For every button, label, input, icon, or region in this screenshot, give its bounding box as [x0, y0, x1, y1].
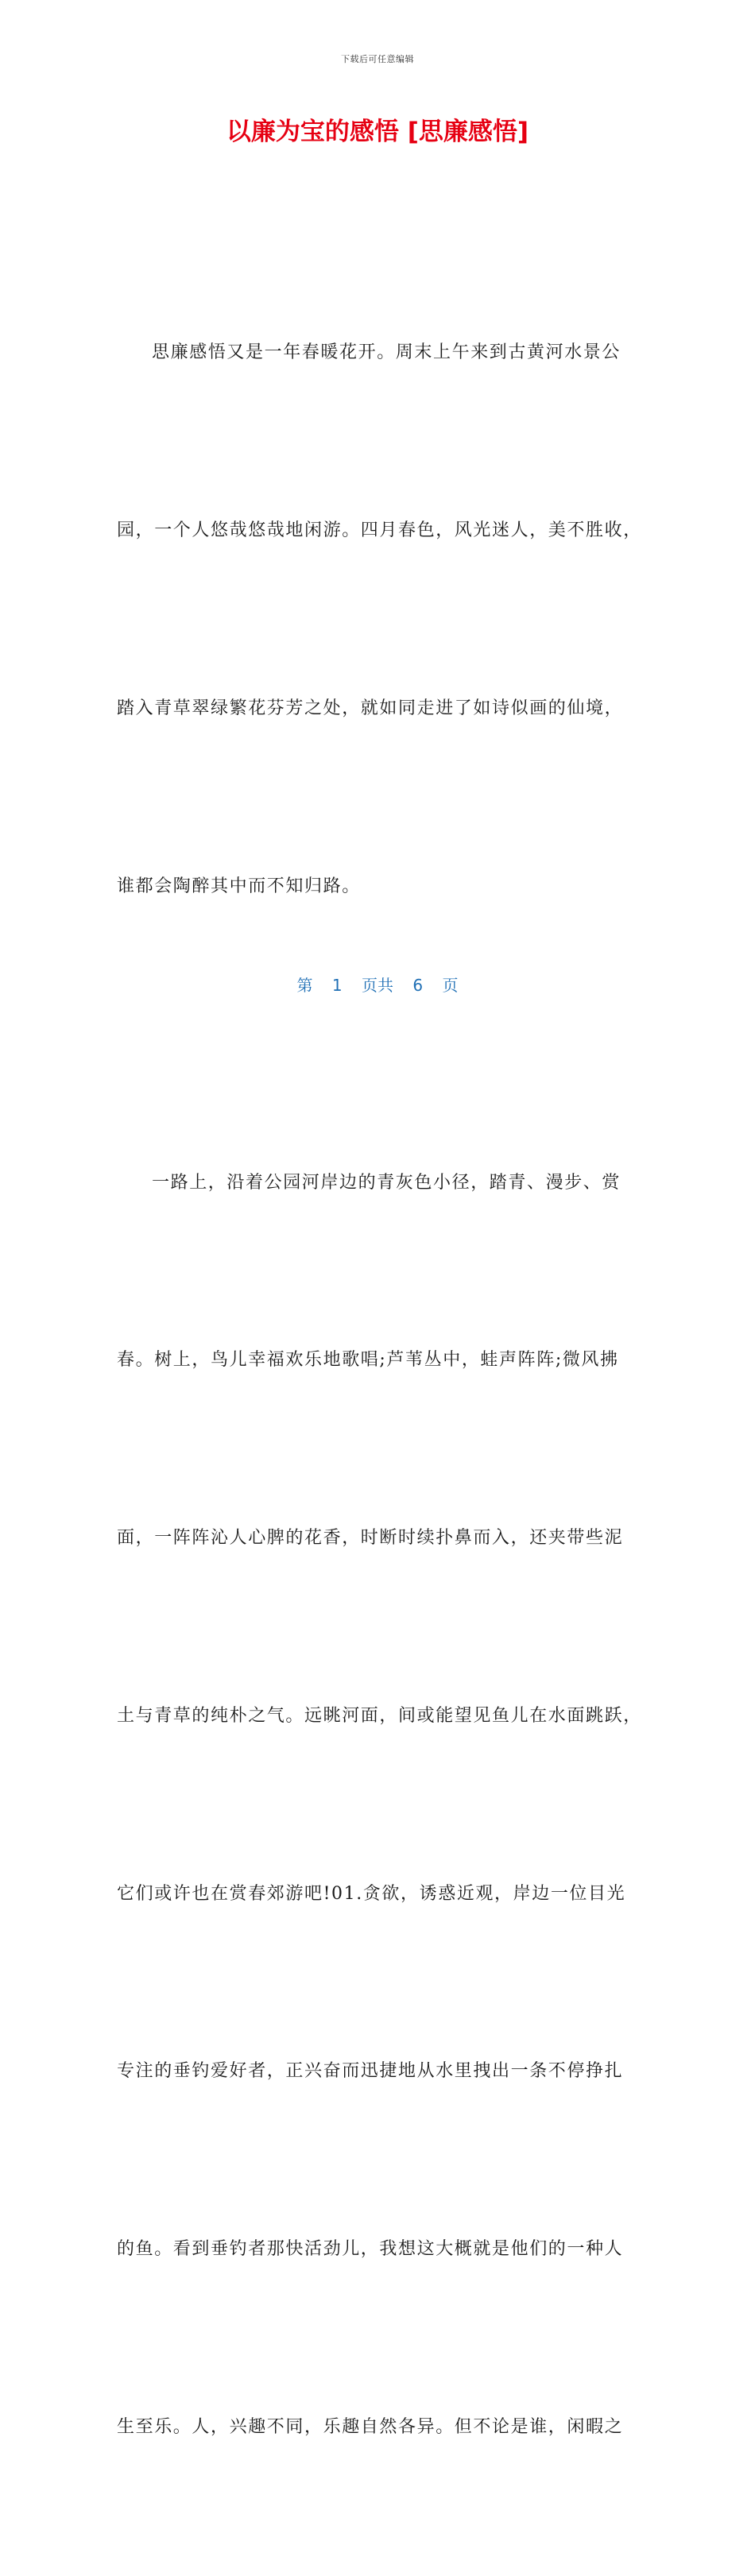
page-label-suffix: 页 [442, 976, 459, 995]
current-page-number: 1 [331, 976, 343, 995]
paragraph-line: 土与青草的纯朴之气。远眺河面，间或能望见鱼儿在水面跳跃， [117, 1705, 642, 1726]
page-label-prefix: 第 [296, 976, 313, 995]
paragraph-line: 的鱼。看到垂钓者那快活劲儿，我想这大概就是他们的一种人 [117, 2239, 624, 2260]
paragraph-line: 一路上，沿着公园河岸边的青灰色小径，踏青、漫步、赏 [152, 1172, 621, 1193]
document-title: 以廉为宝的感悟 [思廉感悟] [226, 118, 529, 146]
page-number-footer [0, 973, 755, 996]
paragraph-1 [117, 205, 641, 1035]
paragraph-line: 专注的垂钓爱好者，正兴奋而迅捷地从水里拽出一条不停挣扎 [117, 2061, 624, 2082]
page-header-note: 下载后可任意编辑 [341, 54, 414, 64]
paragraph-line: 踏入青草翠绿繁花芬芳之处，就如同走进了如诗似画的仙境， [117, 698, 624, 718]
paragraph-line: 它们或许也在赏春郊游吧!01.贪欲，诱惑近观，岸边一位目光 [117, 1883, 626, 1904]
document-body [117, 205, 641, 2576]
paragraph-line: 园，一个人悠哉悠哉地闲游。四月春色，风光迷人，美不胜收， [117, 520, 642, 540]
paragraph-line: 面，一阵阵沁人心脾的花香，时断时续扑鼻而入，还夹带些泥 [117, 1528, 624, 1549]
paragraph-line: 谁都会陶醉其中而不知归路。 [117, 876, 361, 896]
total-pages-number: 6 [412, 976, 424, 995]
paragraph-line: 思廉感悟又是一年春暖花开。周末上午来到古黄河水景公 [152, 342, 621, 363]
paragraph-line: 春。树上，鸟儿幸福欢乐地歌唱;芦苇丛中，蛙声阵阵;微风拂 [117, 1350, 619, 1371]
paragraph-line: 生至乐。人，兴趣不同，乐趣自然各异。但不论是谁，闲暇之 [117, 2416, 624, 2437]
page-label-mid: 页共 [362, 976, 393, 995]
paragraph-2 [117, 1035, 641, 2575]
